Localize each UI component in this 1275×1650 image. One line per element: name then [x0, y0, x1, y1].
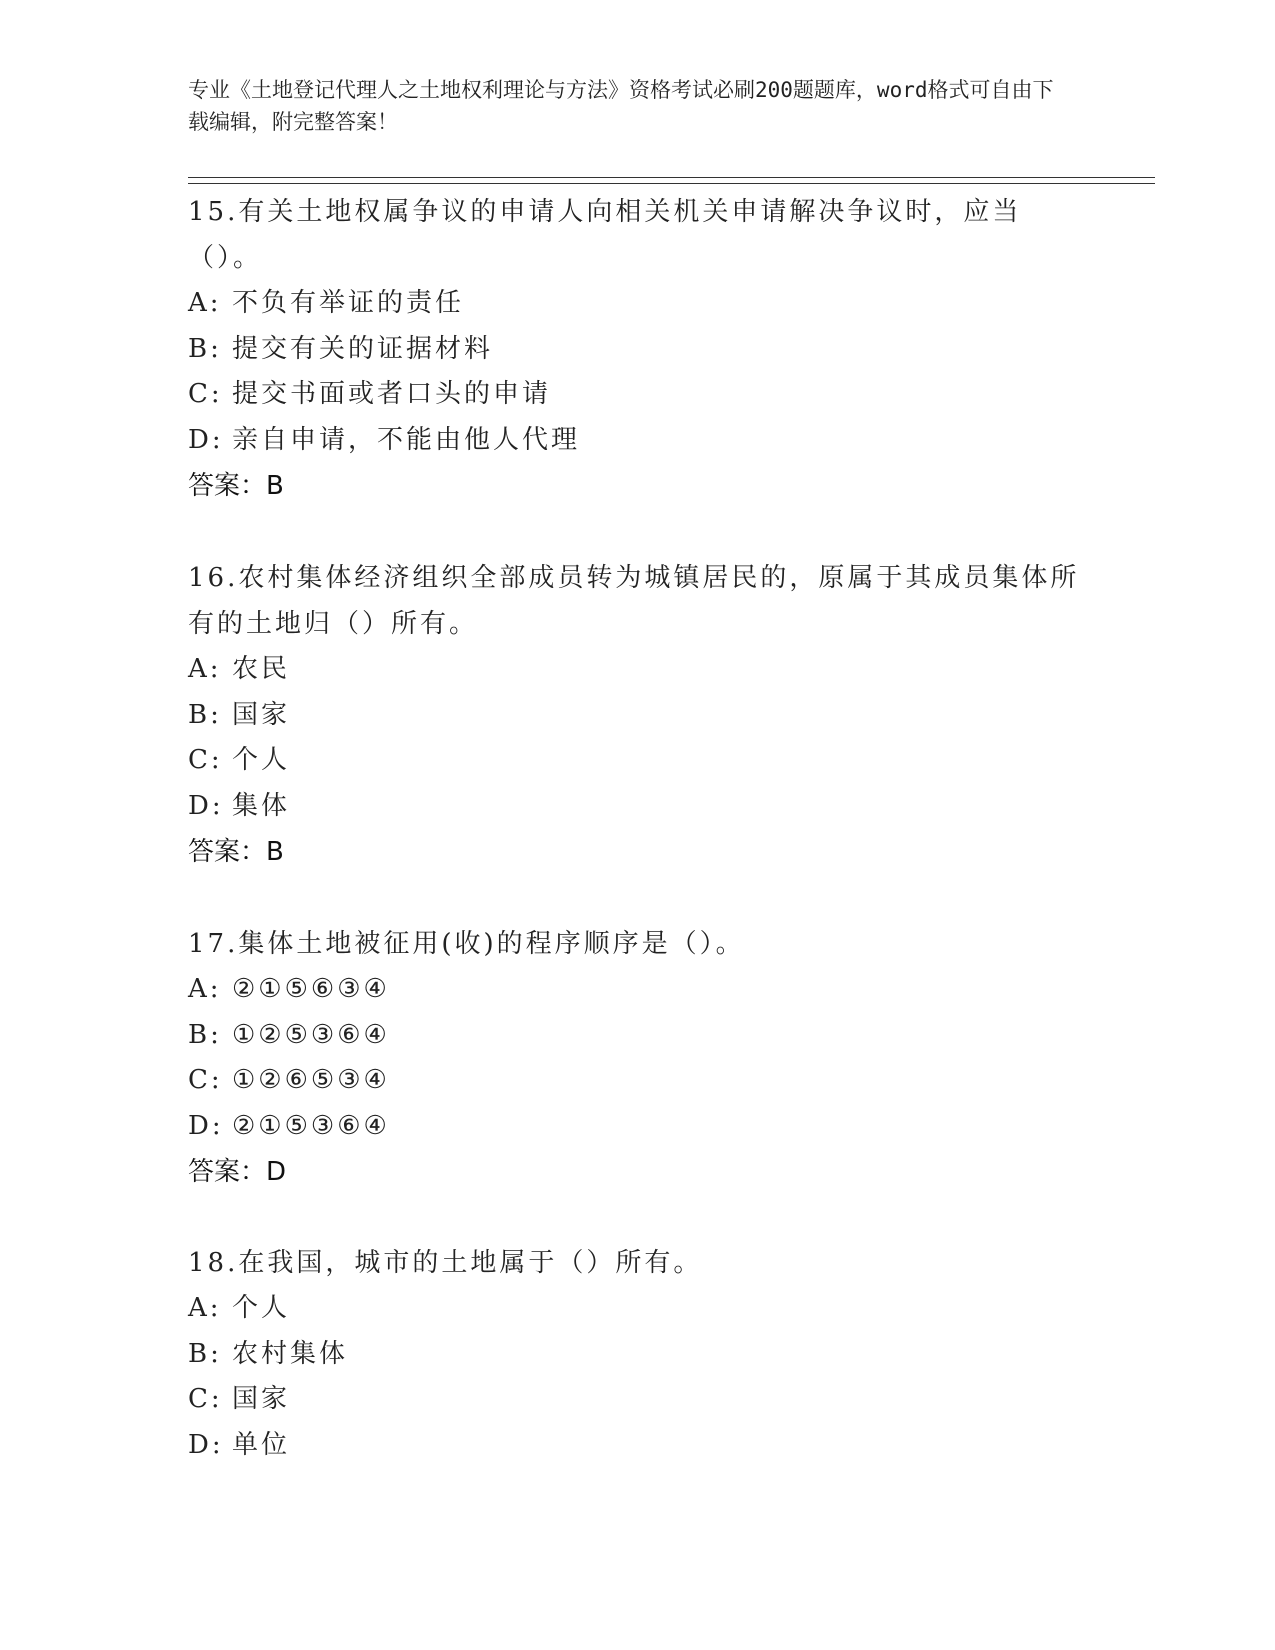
option-letter: B: [188, 699, 222, 730]
option-text: 亲自申请，不能由他人代理 [232, 424, 581, 455]
option-b [188, 1332, 1088, 1378]
option-text: 农村集体 [232, 1338, 349, 1369]
option-letter: D: [188, 790, 224, 821]
option-letter: C: [188, 379, 223, 409]
option-letter: A: [188, 1293, 222, 1323]
question-stem: 15.有关土地权属争议的申请人向相关机关申请解决争议时，应当（）。 [188, 197, 1022, 273]
option-letter: D: [188, 1110, 224, 1141]
answer-label: 答案：B [188, 837, 284, 867]
option-text: 集体 [232, 790, 291, 821]
option-letter: C: [188, 745, 223, 775]
option-text: 国家 [232, 699, 291, 730]
option-text: ①②⑥⑤③④ [232, 1065, 390, 1095]
option-b [188, 1013, 1088, 1059]
option-a [188, 1286, 1088, 1332]
option-c [188, 1058, 1088, 1104]
option-text: ②①⑤⑥③④ [232, 974, 390, 1004]
question-stem: 16.农村集体经济组织全部成员转为城镇居民的，原属于其成员集体所有的土地归（）所有。 [188, 563, 1080, 639]
option-text: 不负有举证的责任 [232, 288, 465, 318]
option-a [188, 281, 1088, 327]
option-b [188, 327, 1088, 373]
option-letter: C: [188, 1065, 223, 1095]
question-15 [188, 189, 1088, 509]
question-17 [188, 921, 1088, 1195]
option-d [188, 1423, 1088, 1469]
option-letter: A: [188, 654, 222, 684]
option-text: ①②⑤③⑥④ [232, 1019, 390, 1050]
option-c [188, 738, 1088, 784]
option-letter: B: [188, 333, 222, 364]
option-text: 国家 [232, 1384, 291, 1414]
option-text: 农民 [232, 654, 291, 684]
option-text: ②①⑤③⑥④ [232, 1110, 390, 1141]
header-divider-top [188, 177, 1155, 178]
option-d [188, 1104, 1088, 1150]
question-stem: 17.集体土地被征用(收)的程序顺序是（）。 [188, 929, 745, 959]
option-a [188, 647, 1088, 693]
question-18 [188, 1240, 1088, 1468]
header-divider-bottom [188, 183, 1155, 184]
option-a [188, 967, 1088, 1013]
option-d [188, 418, 1088, 464]
option-letter: C: [188, 1384, 223, 1414]
option-text: 单位 [232, 1429, 291, 1460]
option-letter: A: [188, 288, 222, 318]
option-d [188, 784, 1088, 830]
option-letter: D: [188, 424, 224, 455]
option-c [188, 1377, 1088, 1423]
option-c [188, 372, 1088, 418]
question-stem: 18.在我国，城市的土地属于（）所有。 [188, 1248, 703, 1278]
answer-label: 答案：B [188, 471, 284, 501]
answer-label: 答案：D [188, 1157, 287, 1187]
option-letter: A: [188, 974, 222, 1004]
option-letter: B: [188, 1338, 222, 1369]
option-b [188, 693, 1088, 739]
option-letter: B: [188, 1019, 222, 1050]
option-text: 个人 [232, 745, 291, 775]
option-text: 个人 [232, 1293, 291, 1323]
option-text: 提交书面或者口头的申请 [232, 379, 552, 409]
document-header: 专业《土地登记代理人之土地权利理论与方法》资格考试必刷200题题库，word格式可自由下载编辑，附完整答案！ [188, 78, 1054, 134]
option-letter: D: [188, 1429, 224, 1460]
option-text: 提交有关的证据材料 [232, 333, 494, 364]
question-16 [188, 555, 1088, 875]
